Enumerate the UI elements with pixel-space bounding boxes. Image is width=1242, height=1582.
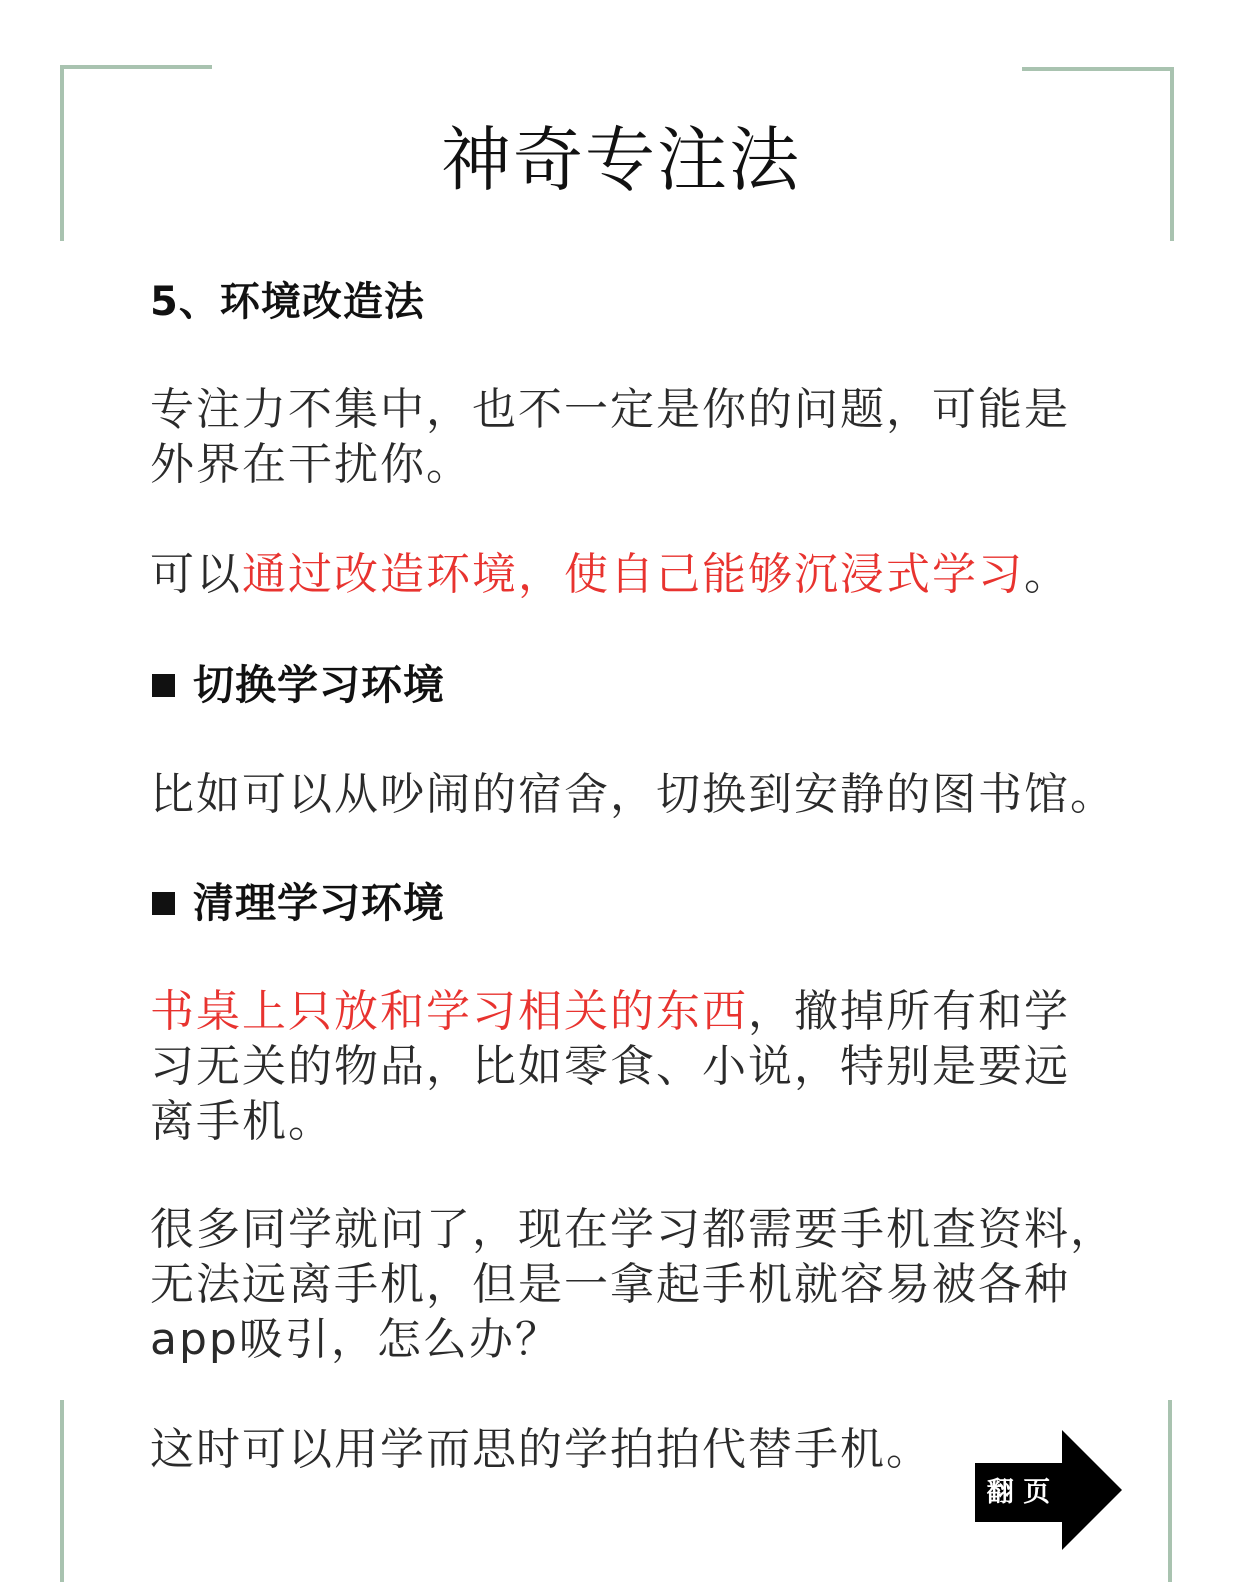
square-bullet-icon [152,674,175,697]
sub-heading-2-text: 清理学习环境 [193,879,445,927]
paragraph-3-line-3: app吸引，怎么办？ [150,1314,561,1365]
frame-top-right-horizontal [1022,67,1174,71]
page-title: 神奇专注法 [441,119,801,201]
sub-2-line-1-rest: ，撤掉所有和学 [748,986,1070,1037]
paragraph-3-line-1: 很多同学就问了，现在学习都需要手机查资料， [150,1204,1116,1255]
next-page-label: 翻 页 [986,1477,1051,1508]
paragraph-2-prefix: 可以 [150,549,242,600]
sub-2-line-3: 离手机。 [150,1096,334,1147]
sub-heading-1-text: 切换学习环境 [193,661,445,709]
section-heading: 5、环境改造法 [150,279,425,325]
next-page-button[interactable] [972,1428,1124,1552]
square-bullet-icon [152,892,175,915]
sub-2-line-1 [150,984,1070,1040]
paragraph-1-line-2: 外界在干扰你。 [150,439,472,490]
frame-top-left-horizontal [60,65,212,69]
sub-1-text: 比如可以从吵闹的宿舍，切换到安静的图书馆。 [150,769,1116,820]
paragraph-2-suffix: 。 [1024,549,1070,600]
frame-bottom-left-vertical [60,1400,64,1582]
paragraph-3-line-2: 无法远离手机，但是一拿起手机就容易被各种 [150,1259,1070,1310]
frame-bottom-right-vertical [1168,1400,1172,1582]
paragraph-2-highlight: 通过改造环境，使自己能够沉浸式学习 [242,549,1024,600]
paragraph-1-line-1: 专注力不集中，也不一定是你的问题，可能是 [150,384,1070,435]
sub-2-highlight: 书桌上只放和学习相关的东西 [150,986,748,1037]
sub-2-line-2: 习无关的物品，比如零食、小说，特别是要远 [150,1041,1070,1092]
paragraph-2 [150,547,1070,603]
paragraph-4: 这时可以用学而思的学拍拍代替手机。 [150,1424,932,1475]
